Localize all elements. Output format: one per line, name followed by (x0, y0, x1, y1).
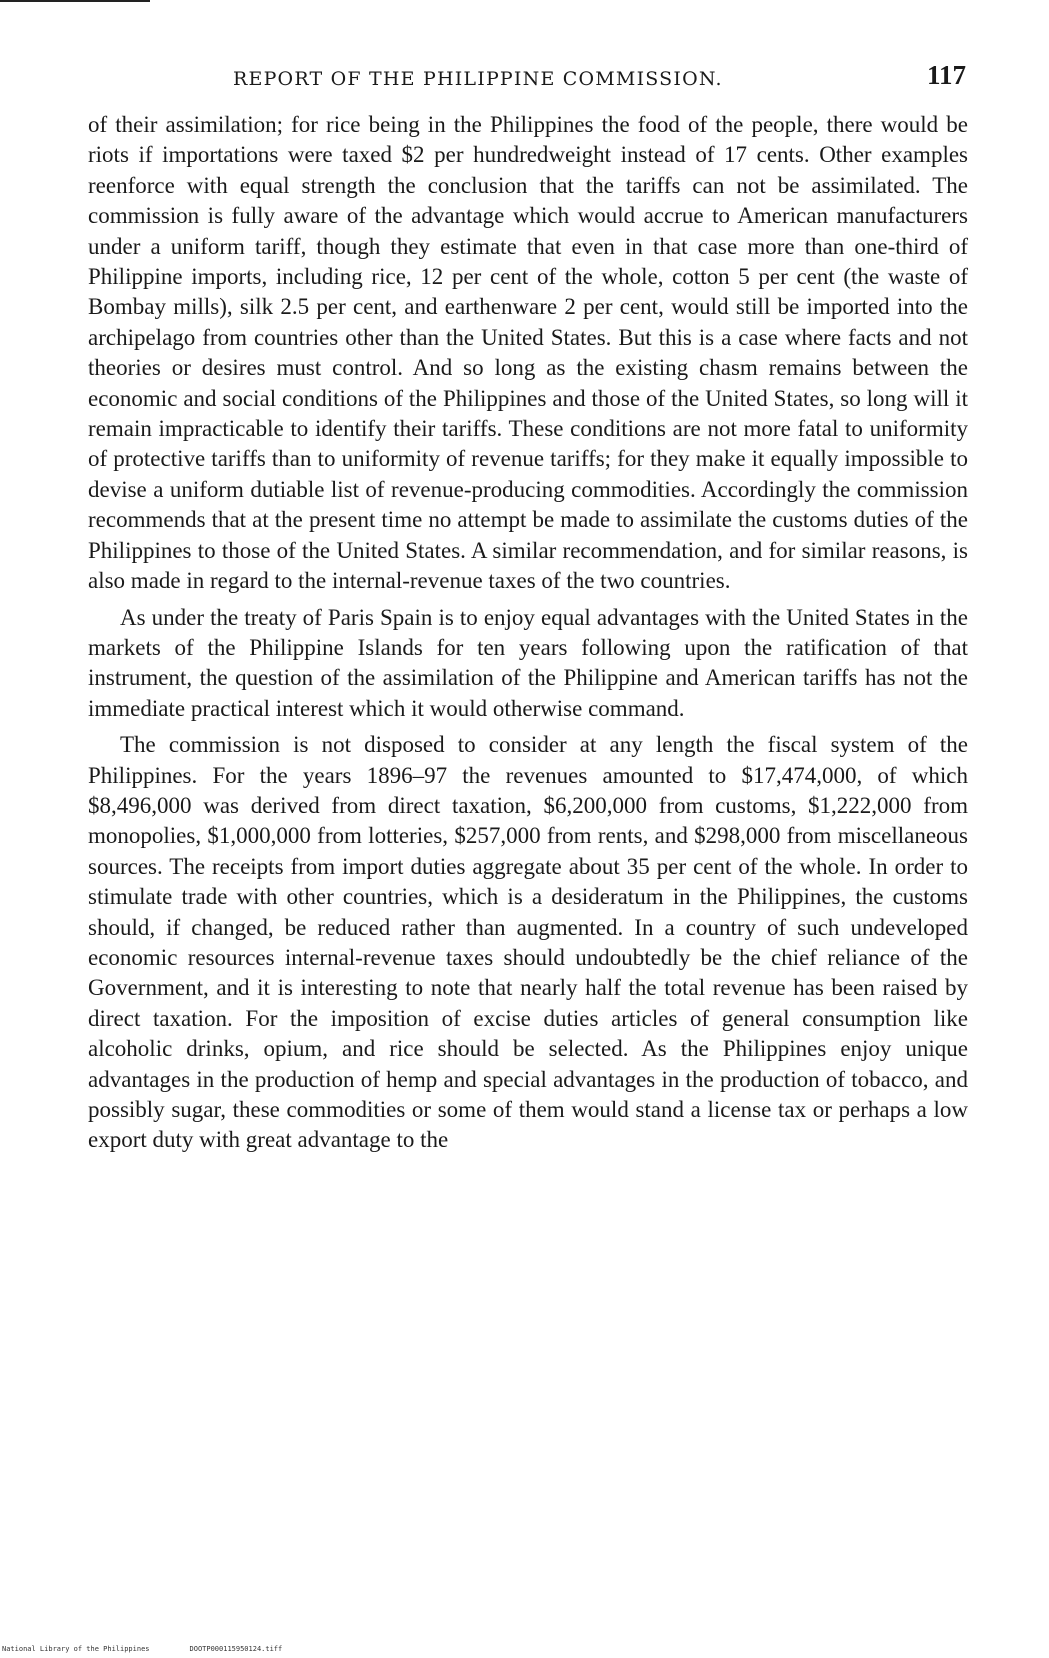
body-paragraph: As under the treaty of Paris Spain is to enjoy equal advantages with the United States in the markets of the Philippine Islands for ten years following upon the ratification of that instrument, the question of the assimilation of the Philippine and American tariffs has not the immediate practical interest which it would otherwise command. (88, 604, 968, 721)
document-page (88, 60, 968, 1156)
body-paragraph: of their assimilation; for rice being in the Philippines the food of the people, there would be riots if importations were taxed $2 per hundredweight instead of 17 cents. Other examples reenforce with equal strength the conclusion that the tariffs can not be assimilated. The commission is fully aware of the advantage which would accrue to American manufacturers under a uniform tariff, though they estimate that even in that case more than one-third of Philippine imports, including rice, 12 per cent of the whole, cotton 5 per cent (the waste of Bombay mills), silk 2.5 per cent, and earthenware 2 per cent, would still be imported into the archipelago from countries other than the United States. But this is a case where facts and not theories or desires must control. And so long as the existing chasm remains between the economic and social conditions of the Philippines and those of the United States, so long will it remain impracticable to identify their tariffs. These conditions are not more fatal to uniformity of protective tariffs than to uniformity of revenue tariffs; for they make it equally impossible to devise a uniform dutiable list of revenue-producing commodities. Accordingly the commission recommends that at the present time no attempt be made to assimilate the customs duties of the Philippines to those of the United States. A similar recommendation, and for similar reasons, is also made in regard to the internal-revenue taxes of the two countries. (88, 112, 968, 594)
file-stamp: DOOTP000115950124.tiff (189, 1645, 283, 1653)
body-paragraph: The commission is not disposed to consider at any length the fiscal system of the Philippines. For the years 1896–97 the revenues amounted to $17,474,000, of which $8,496,000 was derived from direct taxation, $6,200,000 from customs, $1,222,000 from monopolies, $1,000,000 from lotteries, $257,000 from rents, and $298,000 from miscellaneous sources. The receipts from import duties aggregate about 35 per cent of the whole. In order to stimulate trade with other countries, which is a desideratum in the Philippines, the customs should, if changed, be reduced rather than augmented. In a country of such undeveloped economic resources internal-revenue taxes should undoubtedly be the chief reliance of the Government, and it is interesting to note that nearly half the total revenue has been raised by direct taxation. For the imposition of excise duties articles of general consumption like alcoholic drinks, opium, and rice should be selected. As the Philippines enjoy unique advantages in the production of hemp and special advantages in the production of tobacco, and possibly sugar, these commodities or some of them would stand a license tax or perhaps a low export duty with great advantage to the (88, 732, 968, 1153)
scan-stamp (2, 1645, 282, 1653)
library-stamp: National Library of the Philippines (2, 1645, 150, 1653)
page-number: 117 (926, 60, 966, 90)
running-head (88, 60, 968, 100)
scan-edge-rule (0, 0, 150, 2)
running-title: REPORT OF THE PHILIPPINE COMMISSION. (233, 68, 723, 90)
